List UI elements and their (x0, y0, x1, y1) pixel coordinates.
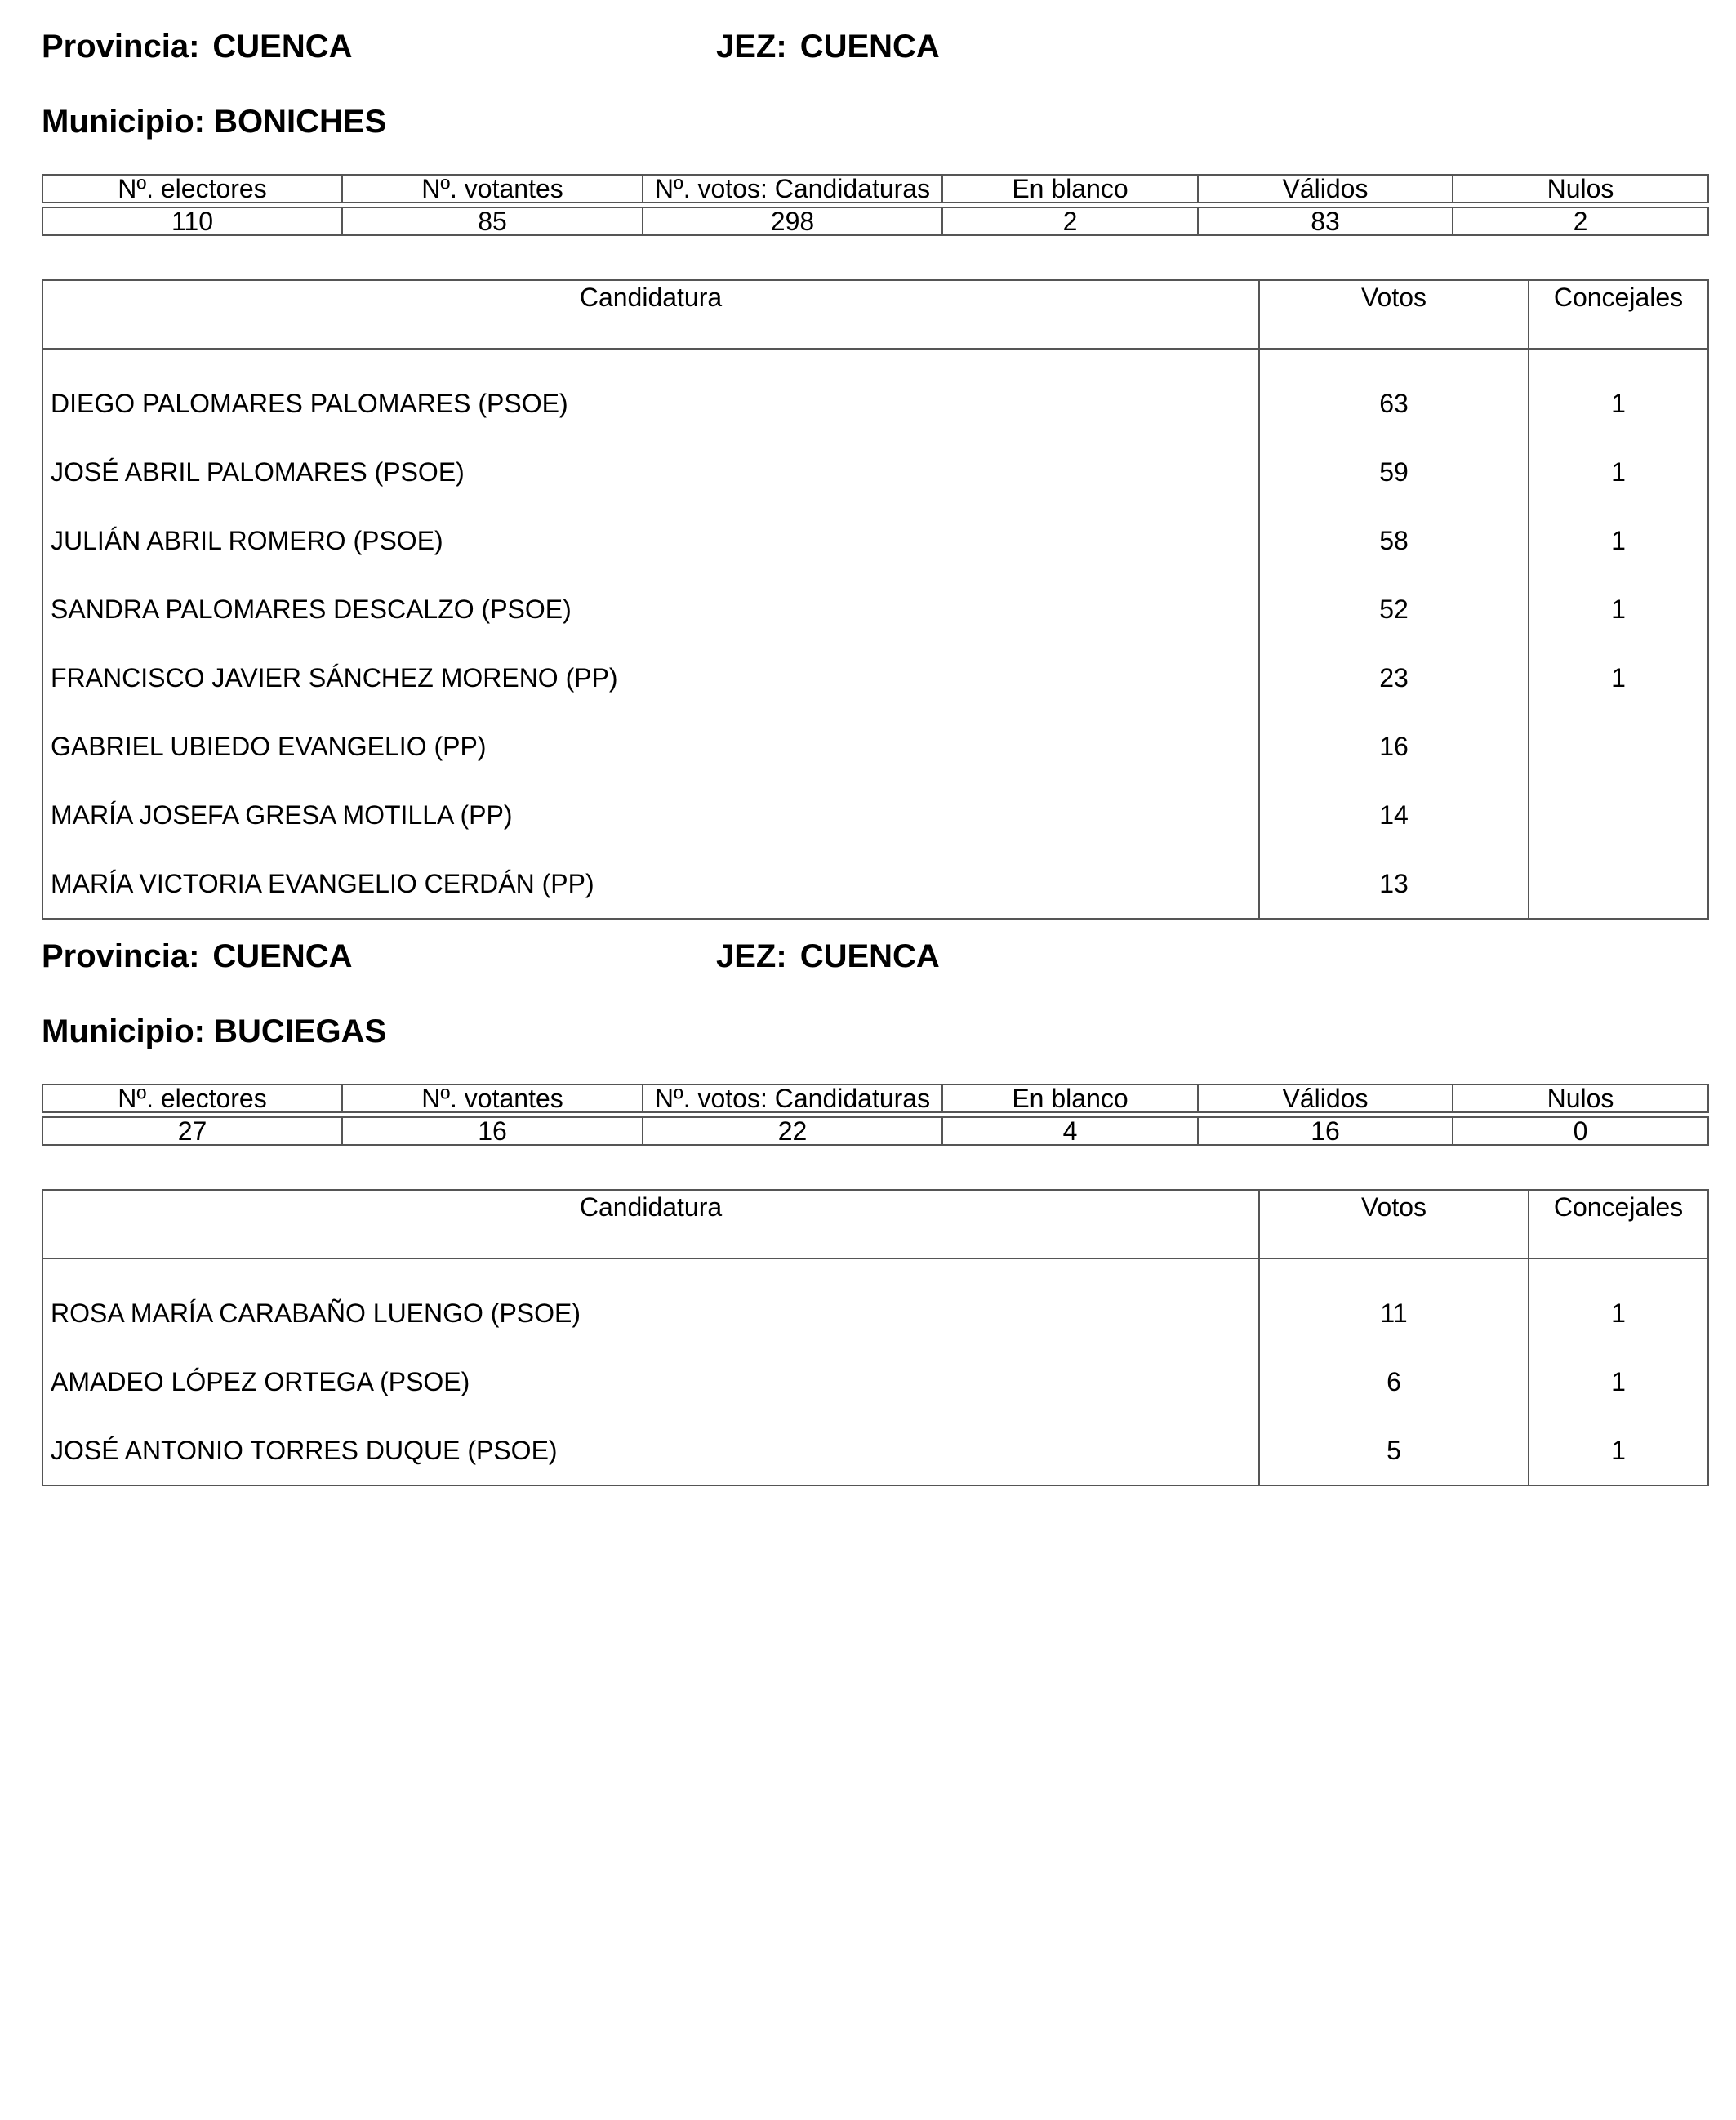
candidate-name: ROSA MARÍA CARABAÑO LUENGO (PSOE) (42, 1279, 1259, 1347)
summary-header-row (42, 1084, 1708, 1112)
candidate-name: SANDRA PALOMARES DESCALZO (PSOE) (42, 575, 1259, 644)
candidatura-header: Candidatura (42, 280, 1259, 349)
candidatura-header: Candidatura (42, 1190, 1259, 1258)
summary-header-cell: Nº. votos: Candidaturas (643, 1084, 942, 1112)
candidate-concejales: 1 (1529, 1279, 1708, 1347)
candidate-name: GABRIEL UBIEDO EVANGELIO (PP) (42, 712, 1259, 781)
summary-table (42, 1084, 1709, 1146)
candidate-votos: 14 (1259, 781, 1529, 849)
candidate-name: JOSÉ ANTONIO TORRES DUQUE (PSOE) (42, 1416, 1259, 1485)
jez-value: CUENCA (799, 938, 940, 974)
municipio-label: Municipio: (42, 104, 205, 140)
candidate-concejales: 1 (1529, 1347, 1708, 1416)
candidate-name: JOSÉ ABRIL PALOMARES (PSOE) (42, 438, 1259, 506)
municipio-label: Municipio: (42, 1013, 205, 1049)
summary-value-cell: 22 (643, 1117, 942, 1145)
summary-header-cell: Nulos (1453, 175, 1708, 203)
summary-header-cell: Nº. votantes (342, 175, 643, 203)
candidate-votos: 59 (1259, 438, 1529, 506)
candidate-row (42, 1416, 1708, 1485)
candidate-concejales: 1 (1529, 506, 1708, 575)
candidate-row (42, 712, 1708, 781)
concejales-header: Concejales (1529, 280, 1708, 349)
candidate-votos: 16 (1259, 712, 1529, 781)
candidate-concejales (1529, 849, 1708, 919)
candidate-row (42, 644, 1708, 712)
candidate-votos: 52 (1259, 575, 1529, 644)
candidate-concejales: 1 (1529, 369, 1708, 438)
summary-value-cell: 16 (342, 1117, 643, 1145)
municipio-value: BONICHES (214, 104, 387, 140)
candidate-row (42, 369, 1708, 438)
summary-header-cell: Nº. electores (42, 175, 342, 203)
municipio-line (42, 103, 386, 140)
candidate-votos: 23 (1259, 644, 1529, 712)
candidates-header-row (42, 1190, 1708, 1258)
candidate-row (42, 438, 1708, 506)
candidates-table (42, 279, 1709, 920)
candidate-concejales (1529, 781, 1708, 849)
candidate-concejales: 1 (1529, 575, 1708, 644)
candidate-concejales: 1 (1529, 1416, 1708, 1485)
provincia-value: CUENCA (212, 938, 353, 974)
summary-header-cell: En blanco (942, 1084, 1198, 1112)
candidate-name: MARÍA VICTORIA EVANGELIO CERDÁN (PP) (42, 849, 1259, 919)
summary-value-cell: 0 (1453, 1117, 1708, 1145)
jez-line (716, 28, 940, 65)
provincia-label: Provincia: (42, 29, 200, 65)
summary-header-cell: Nº. votos: Candidaturas (643, 175, 942, 203)
jez-value: CUENCA (799, 29, 940, 65)
candidate-concejales (1529, 712, 1708, 781)
candidates-table (42, 1189, 1709, 1486)
summary-header-row (42, 175, 1708, 203)
candidate-name: MARÍA JOSEFA GRESA MOTILLA (PP) (42, 781, 1259, 849)
candidate-name: AMADEO LÓPEZ ORTEGA (PSOE) (42, 1347, 1259, 1416)
summary-value-cell: 4 (942, 1117, 1198, 1145)
candidate-row (42, 781, 1708, 849)
candidate-votos: 13 (1259, 849, 1529, 919)
jez-label: JEZ: (716, 938, 787, 974)
candidate-votos: 5 (1259, 1416, 1529, 1485)
candidate-row (42, 575, 1708, 644)
summary-header-cell: En blanco (942, 175, 1198, 203)
summary-value-cell: 16 (1198, 1117, 1453, 1145)
votos-header: Votos (1259, 280, 1529, 349)
votos-header: Votos (1259, 1190, 1529, 1258)
summary-table (42, 174, 1709, 236)
provincia-label: Provincia: (42, 938, 200, 974)
candidate-name: DIEGO PALOMARES PALOMARES (PSOE) (42, 369, 1259, 438)
concejales-header: Concejales (1529, 1190, 1708, 1258)
candidate-votos: 63 (1259, 369, 1529, 438)
summary-value-cell: 27 (42, 1117, 342, 1145)
candidate-name: FRANCISCO JAVIER SÁNCHEZ MORENO (PP) (42, 644, 1259, 712)
summary-value-cell: 2 (942, 207, 1198, 235)
candidate-row (42, 849, 1708, 919)
jez-line (716, 938, 940, 975)
jez-label: JEZ: (716, 29, 787, 65)
candidate-name: JULIÁN ABRIL ROMERO (PSOE) (42, 506, 1259, 575)
provincia-line (42, 938, 353, 975)
summary-header-cell: Válidos (1198, 1084, 1453, 1112)
summary-header-cell: Nulos (1453, 1084, 1708, 1112)
summary-value-cell: 110 (42, 207, 342, 235)
candidates-header-row (42, 280, 1708, 349)
summary-value-cell: 85 (342, 207, 643, 235)
municipio-value: BUCIEGAS (214, 1013, 387, 1049)
provincia-value: CUENCA (212, 29, 353, 65)
candidate-concejales: 1 (1529, 644, 1708, 712)
summary-value-cell: 2 (1453, 207, 1708, 235)
summary-header-cell: Nº. votantes (342, 1084, 643, 1112)
candidate-concejales: 1 (1529, 438, 1708, 506)
candidate-votos: 11 (1259, 1279, 1529, 1347)
provincia-line (42, 28, 353, 65)
candidate-row (42, 506, 1708, 575)
summary-value-cell: 298 (643, 207, 942, 235)
candidate-votos: 58 (1259, 506, 1529, 575)
summary-header-cell: Válidos (1198, 175, 1453, 203)
municipio-line (42, 1013, 386, 1050)
summary-header-cell: Nº. electores (42, 1084, 342, 1112)
candidate-row (42, 1279, 1708, 1347)
summary-value-cell: 83 (1198, 207, 1453, 235)
summary-value-row (42, 1117, 1708, 1145)
candidate-votos: 6 (1259, 1347, 1529, 1416)
candidate-row (42, 1347, 1708, 1416)
summary-value-row (42, 207, 1708, 235)
